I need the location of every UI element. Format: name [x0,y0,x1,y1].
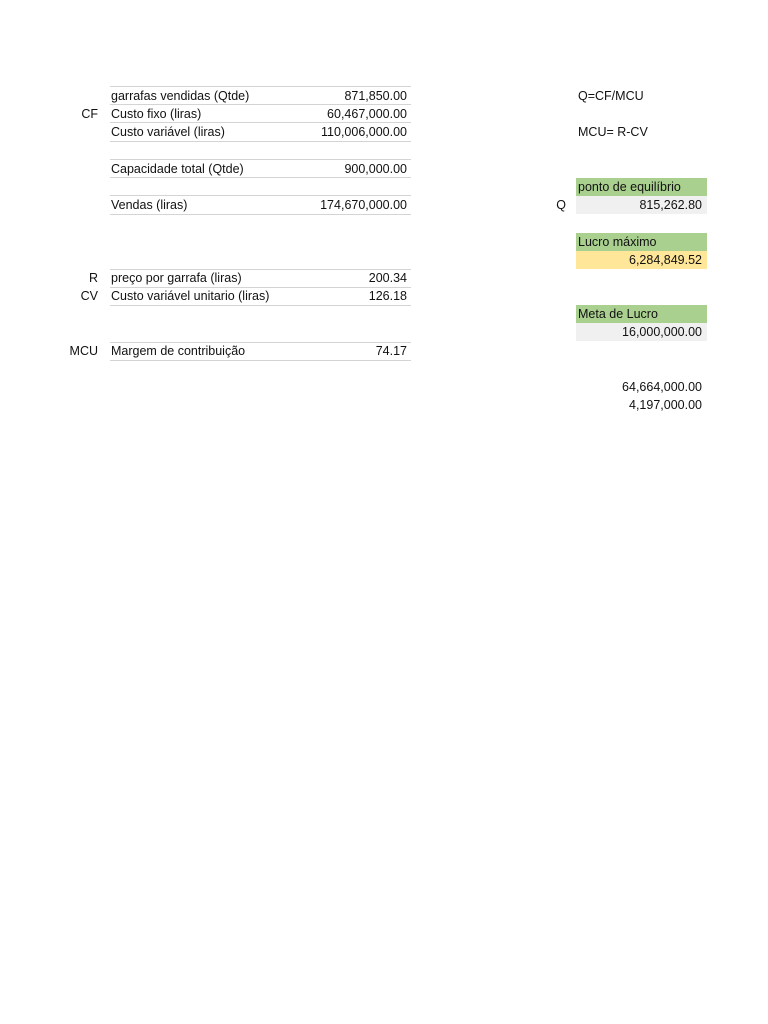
cv-unitario-value[interactable]: 126.18 [368,289,407,303]
preco-label[interactable]: preço por garrafa (liras) [111,271,242,285]
cv-unitario-code[interactable]: CV [80,289,98,303]
meta-lucro-header[interactable]: Meta de Lucro [576,305,707,323]
vendas-value[interactable]: 174,670,000.00 [320,198,407,212]
capacidade-value[interactable]: 900,000.00 [344,162,407,176]
cv-unitario-label[interactable]: Custo variável unitario (liras) [111,289,270,303]
margem-value[interactable]: 74.17 [375,344,407,358]
custo-variavel-value[interactable]: 110,006,000.00 [321,125,407,139]
meta-lucro-value[interactable]: 16,000,000.00 [576,323,707,341]
custo-fixo-label[interactable]: Custo fixo (liras) [111,107,202,121]
ponto-value[interactable]: 815,262.80 [576,196,707,214]
margem-label[interactable]: Margem de contribuição [111,344,246,358]
row-divider [110,177,411,178]
capacidade-label[interactable]: Capacidade total (Qtde) [111,162,244,176]
extra-value-2[interactable]: 4,197,000.00 [629,398,702,412]
formula-mcu[interactable]: MCU= R-CV [578,125,648,139]
row-divider [110,360,411,361]
extra-value-1[interactable]: 64,664,000.00 [622,380,702,394]
row-divider [110,141,411,142]
garrafas-value[interactable]: 871,850.00 [344,89,407,103]
row-divider [110,214,411,215]
margem-code[interactable]: MCU [69,344,98,358]
preco-value[interactable]: 200.34 [368,271,407,285]
row-divider [110,305,411,306]
garrafas-label[interactable]: garrafas vendidas (Qtde) [111,89,250,103]
preco-code[interactable]: R [88,271,98,285]
custo-fixo-value[interactable]: 60,467,000.00 [327,107,407,121]
custo-fixo-code[interactable]: CF [81,107,98,121]
lucro-maximo-header[interactable]: Lucro máximo [576,233,707,251]
custo-variavel-label[interactable]: Custo variável (liras) [111,125,225,139]
ponto-header[interactable]: ponto de equilíbrio [576,178,707,196]
lucro-maximo-value[interactable]: 6,284,849.52 [576,251,707,269]
vendas-label[interactable]: Vendas (liras) [111,198,188,212]
formula-q[interactable]: Q=CF/MCU [578,89,644,103]
ponto-code[interactable]: Q [556,198,566,212]
